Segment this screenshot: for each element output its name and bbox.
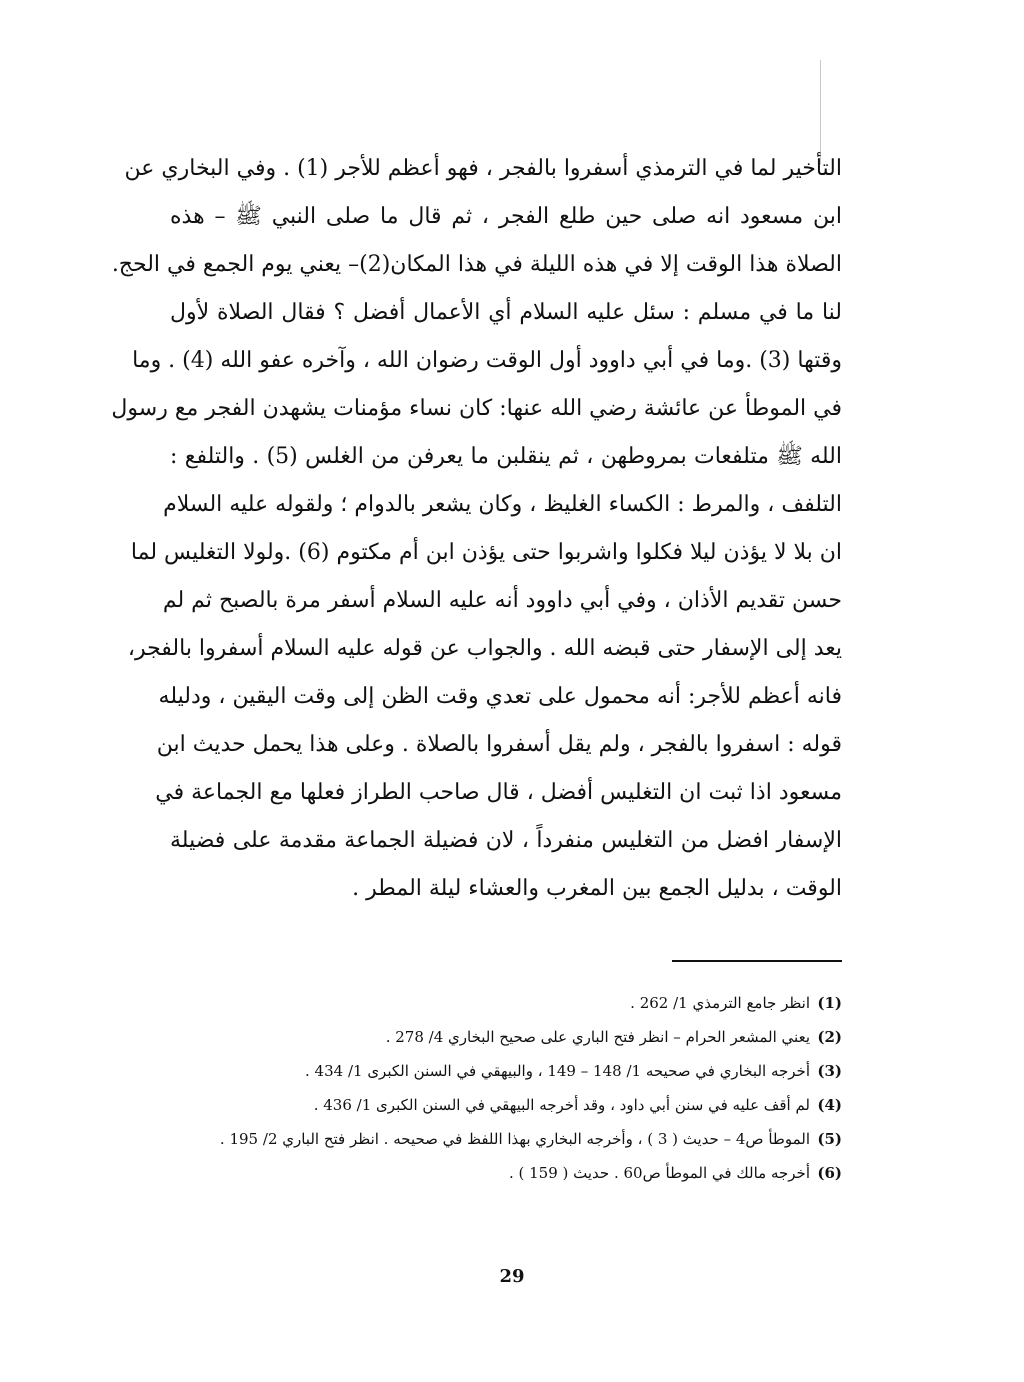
footnote-text: أخرجه البخاري في صحيحه 1/ 148 – 149 ، والبيهقي في السنن الكبرى 1/ 434 .: [304, 1062, 810, 1080]
text-line-9: ان بلا لا يؤذن ليلا فكلوا واشربوا حتى يؤذن ابن أم مكتوم (6) .ولولا التغليس لما: [130, 540, 842, 565]
footnote-item: [190, 1024, 842, 1050]
footnote-text: يعني المشعر الحرام – انظر فتح الباري على صحيح البخاري 4/ 278 .: [385, 1028, 810, 1046]
footnote-number: (1): [817, 994, 842, 1012]
text-line-8: التلفف ، والمرط : الكساء الغليظ ، وكان يشعر بالدوام ؛ ولقوله عليه السلام: [163, 492, 842, 517]
text-line-3: الصلاة هذا الوقت إلا في هذه الليلة في هذا المكان(2)– يعني يوم الجمع في الحج.: [111, 252, 842, 277]
footnote-item: [190, 1092, 842, 1118]
footnote-number: (3): [817, 1062, 842, 1080]
footnote-text: أخرجه مالك في الموطأ ص60 . حديث ( 159 ) .: [508, 1164, 810, 1182]
text-line-7: الله ﷺ متلفعات بمروطهن ، ثم ينقلبن ما يعرفن من الغلس (5) . والتلفع :: [170, 444, 843, 469]
footnote-text: انظر جامع الترمذي 1/ 262 .: [630, 994, 810, 1012]
footnote-item: [190, 1160, 842, 1186]
page-number: 29: [499, 1266, 525, 1287]
text-line-16: الوقت ، بدليل الجمع بين المغرب والعشاء ليلة المطر .: [352, 876, 842, 901]
text-line-4: لنا ما في مسلم : سئل عليه السلام أي الأعمال أفضل ؟ فقال الصلاة لأول: [170, 300, 842, 325]
text-line-1: التأخير لما في الترمذي أسفروا بالفجر ، فهو أعظم للأجر (1) . وفي البخاري عن: [124, 156, 842, 181]
text-line-2: ابن مسعود انه صلى حين طلع الفجر ، ثم قال ما صلى النبي ﷺ – هذه: [170, 204, 842, 229]
footnote-item: [190, 1126, 842, 1152]
text-line-14: مسعود اذا ثبت ان التغليس أفضل ، قال صاحب الطراز فعلها مع الجماعة في: [155, 780, 842, 805]
footnote-number: (4): [817, 1096, 842, 1114]
text-line-5: وقتها (3) .وما في أبي داوود أول الوقت رضوان الله ، وآخره عفو الله (4) . وما: [132, 348, 842, 373]
footnote-text: لم أقف عليه في سنن أبي داود ، وقد أخرجه البيهقي في السنن الكبرى 1/ 436 .: [313, 1096, 810, 1114]
footnote-number: (6): [817, 1164, 842, 1182]
text-line-10: حسن تقديم الأذان ، وفي أبي داوود أنه عليه السلام أسفر مرة بالصبح ثم لم: [162, 588, 842, 613]
footnote-text: الموطأ ص4 – حديث ( 3 ) ، وأخرجه البخاري بهذا اللفظ في صحيحه . انظر فتح الباري 2/ 195 .: [219, 1130, 810, 1148]
footnotes-list: [190, 990, 842, 1194]
main-text: [111, 145, 843, 913]
footnote-item: [190, 990, 842, 1016]
text-line-6: في الموطأ عن عائشة رضي الله عنها: كان نساء مؤمنات يشهدن الفجر مع رسول: [111, 396, 842, 421]
footnote-separator: [672, 960, 842, 962]
text-line-11: يعد إلى الإسفار حتى قبضه الله . والجواب عن قوله عليه السلام أسفروا بالفجر،: [127, 636, 842, 661]
text-line-15: الإسفار افضل من التغليس منفرداً ، لان فضيلة الجماعة مقدمة على فضيلة: [170, 828, 842, 853]
footnote-number: (2): [817, 1028, 842, 1046]
text-line-12: فانه أعظم للأجر: أنه محمول على تعدي وقت الظن إلى وقت اليقين ، ودليله: [158, 684, 842, 709]
text-line-13: قوله : اسفروا بالفجر ، ولم يقل أسفروا بالصلاة . وعلى هذا يحمل حديث ابن: [156, 732, 842, 757]
footnote-item: [190, 1058, 842, 1084]
footnote-number: (5): [817, 1130, 842, 1148]
